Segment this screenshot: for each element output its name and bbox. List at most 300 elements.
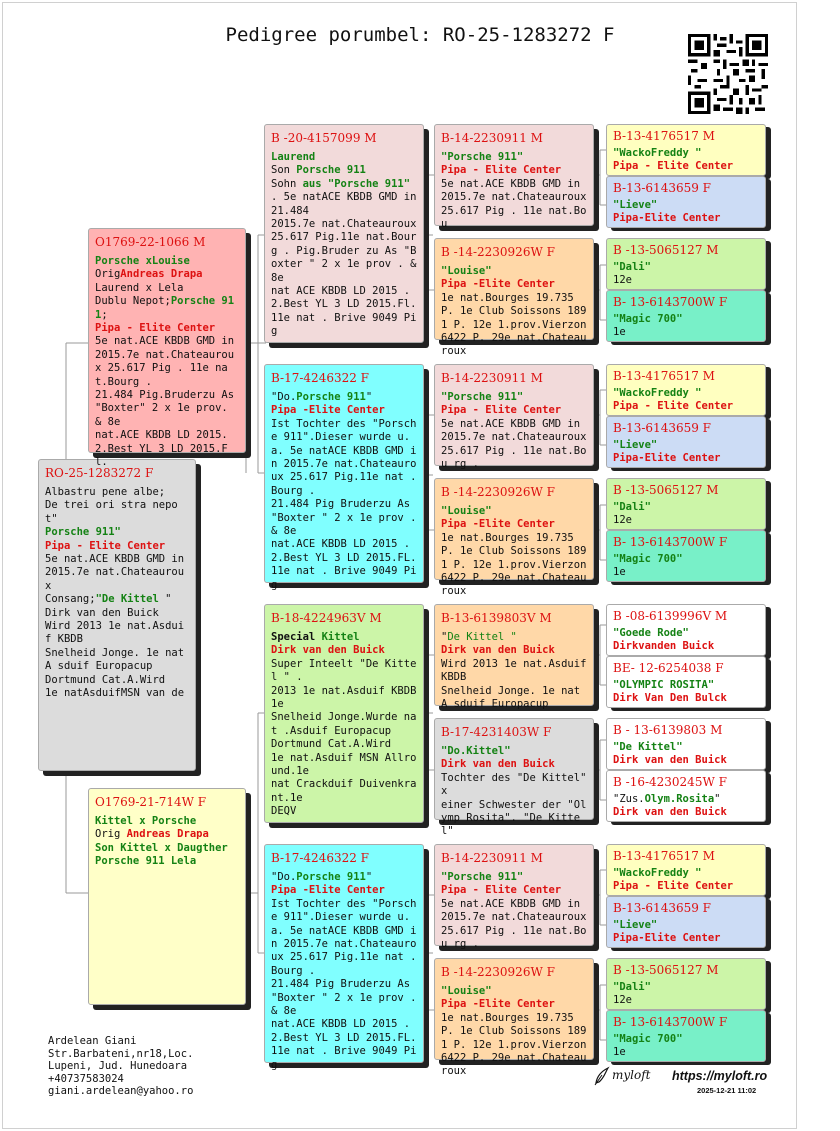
card-line: [271, 805, 418, 818]
card-line: [613, 1046, 760, 1059]
card-line: [45, 499, 190, 526]
ring-number: B-13-4176517 M: [613, 369, 715, 383]
pigeon-card-dds[interactable]: [434, 844, 594, 951]
card-line: [441, 518, 588, 531]
card-line: [441, 151, 588, 164]
ring-number: O1769-22-1066 M: [95, 235, 206, 249]
card-line: [441, 265, 588, 278]
card-line: [613, 692, 760, 705]
card-text: Sohn: [271, 177, 303, 190]
card-line: [613, 501, 760, 514]
card-text: 1e nat.Bourges 19.735 P. 1e Club Soissons 1891 P. 12e 1.prov.Vierzon 6422 P. 29e nat.Chateauroux: [441, 291, 593, 358]
card-line: [613, 274, 760, 287]
card-text: Pipa-Elite Center: [613, 932, 721, 945]
card-text: "Louise": [441, 505, 492, 517]
ring-number: B-13-6143659 F: [613, 181, 712, 195]
card-line: [613, 741, 760, 754]
card-text: Wird 2013 1e nat.Asduif KBDB: [45, 620, 185, 646]
card-line: [613, 627, 760, 640]
card-line: [271, 978, 423, 1018]
card-line: [441, 644, 588, 657]
card-text: "Porsche 911": [441, 871, 524, 883]
card-text: Laurend x Lela: [95, 281, 184, 294]
card-text: nat ACE KBDB LD 2015 .: [271, 285, 411, 298]
card-line: [613, 400, 760, 413]
card-text: aus "Porsche 911": [302, 177, 411, 190]
ring-number: B-13-6143659 F: [613, 901, 712, 915]
pigeon-card-g12[interactable]: [606, 770, 766, 822]
card-line: [271, 711, 418, 738]
ring-number: B-17-4231403W F: [441, 725, 552, 739]
card-text: ": [441, 631, 448, 643]
card-text: Dirk van den Buick: [441, 758, 555, 771]
card-text: De Kittel ": [447, 631, 517, 643]
pigeon-card-g3[interactable]: [606, 238, 766, 290]
card-line: [271, 177, 423, 218]
print-date: 2025-12-21 11:02: [697, 1086, 757, 1095]
pigeon-card-g8[interactable]: [606, 530, 766, 582]
pigeon-card-g5[interactable]: [606, 364, 766, 416]
card-text: Pipa - Elite Center: [95, 322, 216, 335]
card-line: [613, 452, 760, 465]
card-line: [613, 387, 760, 400]
site-url[interactable]: https://myloft.ro: [672, 1069, 768, 1083]
card-text: Pipa - Elite Center: [613, 400, 734, 413]
card-text: Dirk van den Buick: [613, 806, 727, 819]
card-line: [441, 278, 588, 291]
card-line: [45, 674, 190, 687]
card-text: 1e nat.Asduif MSN Allround.1e: [271, 751, 417, 778]
card-text: 2.Best YL 3 LD 2015.Fl. 11e nat . Brive 9049 Pig: [271, 298, 423, 338]
pigeon-card-g2[interactable]: [606, 176, 766, 228]
card-line: [613, 326, 760, 339]
card-line: [45, 607, 190, 620]
card-line: [45, 526, 190, 539]
pigeon-card-g7[interactable]: [606, 478, 766, 530]
card-line: [271, 884, 418, 897]
card-text: "De Kittel: [95, 593, 166, 606]
ring-number: B-14-2230911 M: [441, 371, 543, 385]
card-text: ": [365, 871, 373, 883]
card-text: Pipa-Elite Center: [613, 212, 721, 225]
card-line: [613, 880, 760, 893]
card-text: "Do.Kittel": [441, 745, 511, 757]
card-line: [95, 815, 240, 828]
card-text: 2.Best YL 3 LD 2015.Fl.: [95, 442, 228, 469]
card-line: [441, 404, 588, 417]
ring-number: B -14-2230926W F: [441, 485, 555, 499]
card-line: [45, 687, 190, 700]
card-text: 5e nat.ACE KBDB GMD in 2015.7e nat.Chateauroux 25.617 Pig . 11e nat.Bou rg .: [441, 897, 593, 951]
card-line: [441, 391, 588, 404]
ring-number: B- 13-6143700W F: [613, 295, 728, 309]
card-text: Dirkvanden Buick: [613, 640, 715, 653]
card-line: [45, 647, 190, 674]
card-text: Dirk van den Buick: [441, 644, 555, 657]
card-line: [271, 164, 418, 177]
ring-number: B-18-4224963V M: [271, 611, 382, 625]
card-line: [613, 919, 760, 932]
card-text: 5e nat.ACE KBDB GMD in 2015.7e nat.Chateauroux 25.617 Pig . 11e nat.Bou: [441, 177, 593, 231]
ring-number: B-13-4176517 M: [613, 129, 715, 143]
card-line: [613, 679, 760, 692]
card-text: "Magic 700": [613, 1033, 683, 1045]
card-text: Son Kittel x Daugther: [95, 841, 228, 854]
card-text: Ist Tochter des "Porsche 911".Dieser wurde u.a. 5e natACE KBDB GMD in 2015.7e nat.Chateauroux 25.617 Pig.11e nat . Bourg .: [271, 417, 423, 497]
card-text: Dortmund Cat.A.Wird: [45, 673, 166, 686]
card-text: DEQV: [271, 805, 297, 818]
card-text: Porsche 911 Lela: [95, 855, 197, 868]
card-text: Andreas Drapa: [120, 268, 203, 281]
ring-number: B-14-2230911 M: [441, 131, 543, 145]
card-text: Porsche 911: [95, 295, 235, 321]
card-text: 2013 1e nat.Asduif KBDB 1e: [271, 684, 423, 711]
pigeon-card-g13[interactable]: [606, 844, 766, 896]
card-text: 21.484 Pig Bruderzu As "Boxter " 2 x 1e prov . & 8e: [271, 978, 423, 1018]
pigeon-card-sd[interactable]: [264, 364, 424, 591]
card-text: Pipa -Elite Center: [271, 404, 385, 417]
ring-number: B -13-5065127 M: [613, 963, 719, 977]
card-line: [271, 897, 423, 978]
card-text: Pipa -Elite Center: [441, 278, 555, 291]
card-text: Snelheid Jonge.Wurde nat .Asduif Europacup: [271, 711, 417, 737]
ring-number: B -14-2230926W F: [441, 965, 555, 979]
card-line: [271, 738, 418, 751]
card-line: [441, 531, 593, 599]
card-text: Pipa-Elite Center: [613, 452, 721, 465]
card-line: [95, 335, 240, 389]
ring-number: B-13-6139803V M: [441, 611, 552, 625]
card-text: Consang;: [45, 593, 96, 606]
card-text: Andreas Drapa: [126, 828, 209, 841]
card-line: [271, 752, 418, 779]
card-line: [45, 486, 190, 499]
card-text: ": [365, 391, 373, 403]
card-line: [441, 505, 588, 518]
card-line: [613, 212, 760, 225]
ring-number: B-17-4246322 F: [271, 371, 370, 385]
card-line: [45, 553, 190, 593]
card-text: "Dali": [613, 261, 651, 273]
card-text: Pipa -Elite Center: [271, 884, 385, 897]
ring-number: B-13-6143659 F: [613, 421, 712, 435]
card-line: [95, 842, 240, 855]
card-line: [613, 147, 760, 160]
pigeon-card-sdd[interactable]: [434, 478, 594, 598]
pigeon-card-g6[interactable]: [606, 416, 766, 468]
pigeon-card-sds[interactable]: [434, 364, 594, 471]
card-text: nat.ACE KBDB LD 2015 .: [271, 538, 411, 551]
owner-phone: +40737583024: [48, 1072, 124, 1085]
card-text: "OLYMPIC ROSITA": [613, 679, 715, 691]
card-line: [271, 778, 418, 805]
card-line: [95, 828, 240, 841]
ring-number: B- 13-6143700W F: [613, 535, 728, 549]
card-text: "Lieve": [613, 199, 658, 211]
card-text: "Louise": [441, 985, 492, 997]
card-line: [271, 417, 423, 498]
owner-contact: [48, 1035, 193, 1098]
owner-street: Str.Barbateni,nr18,Loc.: [48, 1047, 194, 1060]
card-line: [271, 658, 418, 685]
card-line: [441, 884, 588, 897]
pigeon-card-g16[interactable]: [606, 1010, 766, 1062]
card-line: [95, 282, 240, 295]
card-text: "WackoFreddy ": [613, 147, 702, 159]
card-text: "WackoFreddy ": [613, 387, 702, 399]
card-line: [613, 313, 760, 326]
pigeon-card-ds[interactable]: [264, 604, 424, 823]
card-text: De trei ori stra nepot": [45, 499, 178, 525]
ring-number: O1769-21-714W F: [95, 795, 207, 809]
card-line: [613, 754, 760, 767]
card-line: [271, 285, 418, 298]
card-line: [613, 932, 760, 945]
card-line: [271, 151, 418, 164]
card-text: Son: [271, 164, 297, 177]
card-text: 12e: [613, 274, 632, 287]
card-text: 12e: [613, 994, 632, 1007]
ring-number: B-17-4246322 F: [271, 851, 370, 865]
card-text: 1e: [613, 566, 626, 579]
card-line: [613, 1033, 760, 1046]
pigeon-card-sire[interactable]: [88, 228, 246, 469]
card-line: [441, 871, 588, 884]
card-text: Tochter des "De Kittel" x: [441, 771, 593, 798]
owner-email: giani.ardelean@yahoo.ro: [48, 1085, 194, 1097]
ring-number: BE- 12-6254038 F: [613, 661, 724, 675]
pigeon-card-g10[interactable]: [606, 656, 766, 708]
card-line: [271, 404, 418, 417]
card-text: Porsche 911: [296, 164, 366, 177]
card-line: [441, 417, 593, 472]
card-text: 5e nat.ACE KBDB GMD in 2015.7e nat.Chateauroux 25.617 Pig . 11e nat.Bourg .: [95, 335, 241, 388]
card-line: [613, 439, 760, 452]
card-text: 1e natAsduifMSN van de: [45, 687, 185, 700]
card-line: [441, 1011, 593, 1079]
card-text: Dirk van den Buick: [271, 644, 385, 657]
card-line: [271, 631, 418, 644]
ring-number: B -16-4230245W F: [613, 775, 727, 789]
pigeon-card-dss[interactable]: [434, 604, 594, 711]
card-line: [271, 644, 418, 657]
card-text: "Do.: [271, 391, 297, 403]
pigeon-card-sss[interactable]: [434, 124, 594, 231]
card-text: nat.ACE KBDB LD 2015.: [95, 429, 228, 442]
card-text: Pipa -Elite Center: [441, 998, 555, 1011]
card-text: nat.ACE KBDB LD 2015 .: [271, 1018, 411, 1031]
card-text: "Magic 700": [613, 313, 683, 325]
card-text: "Magic 700": [613, 553, 683, 565]
card-line: [441, 177, 593, 232]
card-text: Albastru pene albe;: [45, 486, 166, 498]
card-text: Porsche 911: [296, 871, 366, 883]
card-line: [95, 268, 240, 281]
card-text: "WackoFreddy ": [613, 867, 702, 879]
card-line: [441, 771, 593, 799]
card-text: 21.484 Pig Bruderzu As "Boxter " 2 x 1e prov . & 8e: [271, 498, 423, 538]
pigeon-card-subject[interactable]: [38, 459, 196, 771]
card-text: Pipa - Elite Center: [45, 539, 166, 552]
card-text: Pipa - Elite Center: [441, 164, 562, 177]
card-line: [441, 799, 588, 839]
card-text: Dirk van den Buick: [613, 754, 727, 767]
card-line: [441, 631, 588, 644]
card-text: ": [165, 593, 172, 606]
pigeon-card-g9[interactable]: [606, 604, 766, 656]
ring-number: B-14-2230911 M: [441, 851, 543, 865]
card-text: "Porsche 911": [441, 151, 524, 163]
ring-number: B-13-4176517 M: [613, 849, 715, 863]
ring-number: B- 13-6143700W F: [613, 1015, 728, 1029]
pigeon-card-g1[interactable]: [606, 124, 766, 176]
ring-number: RO-25-1283272 F: [45, 466, 154, 480]
ring-number: B -13-5065127 M: [613, 483, 719, 497]
card-line: [613, 640, 760, 653]
card-text: 12e: [613, 514, 632, 527]
card-line: [95, 443, 240, 470]
card-text: Super Inteelt "De Kittel " .: [271, 657, 417, 684]
card-line: [271, 538, 418, 551]
card-text: Snelheid Jonge. 1e nat A sduif Europacup: [441, 684, 587, 711]
ring-number: B -14-2230926W F: [441, 245, 555, 259]
card-line: [441, 164, 588, 177]
card-text: Kittel x Porsche: [95, 815, 197, 827]
card-text: 1e nat.Bourges 19.735 P. 1e Club Soissons 1891 P. 12e 1.prov.Vierzon 6422 P. 29e nat.Chateauroux: [441, 531, 593, 598]
card-text: "Dali": [613, 501, 651, 513]
ring-number: B -20-4157099 M: [271, 131, 377, 145]
card-text: Dublu Nepot;: [95, 295, 171, 308]
card-text: 1e: [613, 326, 626, 339]
card-line: [45, 540, 190, 553]
card-line: [95, 255, 240, 268]
card-line: [95, 429, 240, 442]
card-line: [613, 793, 760, 806]
card-text: ": [714, 793, 721, 805]
pigeon-card-g15[interactable]: [606, 958, 766, 1010]
card-text: "Goede Rode": [613, 627, 689, 639]
card-text: Porsche 911": [45, 526, 121, 539]
pigeon-card-dd[interactable]: [264, 844, 424, 1071]
pigeon-card-dam[interactable]: [88, 788, 246, 1005]
card-line: [441, 985, 588, 998]
card-text: "Do.: [271, 871, 297, 883]
card-text: "Dali": [613, 981, 651, 993]
pigeon-card-g14[interactable]: [606, 896, 766, 948]
pigeon-card-g11[interactable]: [606, 718, 766, 770]
card-text: 5e nat.ACE KBDB GMD in 2015.7e nat.Chateauroux 25.617 Pig . 11e nat.Bou rg .: [441, 417, 593, 471]
card-text: 1e: [613, 1046, 626, 1059]
pigeon-card-ss[interactable]: [264, 124, 424, 343]
owner-city: Lupeni, Jud. Hunedoara: [48, 1060, 188, 1072]
card-line: [441, 897, 593, 952]
card-text: 21.484 Pig.Bruderzu As "Boxter" 2 x 1e prov. & 8e: [95, 389, 241, 428]
card-line: [441, 291, 593, 359]
card-text: Orig: [95, 268, 121, 281]
card-text: 1e nat.Bourges 19.735 P. 1e Club Soissons 1891 P. 12e 1.prov.Vierzon 6422 P. 29e nat.Chateauroux: [441, 1011, 593, 1078]
card-line: [613, 981, 760, 994]
card-text: Dortmund Cat.A.Wird: [271, 738, 392, 751]
card-text: Pipa - Elite Center: [441, 884, 562, 897]
card-line: [95, 295, 240, 322]
card-line: [95, 855, 240, 868]
card-text: 5e nat.ACE KBDB GMD in 2015.7e nat.Chateauroux: [45, 553, 191, 592]
card-line: [441, 685, 588, 712]
card-line: [613, 553, 760, 566]
card-line: [45, 620, 190, 647]
card-line: [441, 745, 588, 758]
card-text: Kittel: [321, 631, 360, 643]
pigeon-card-g4[interactable]: [606, 290, 766, 342]
card-line: [613, 160, 760, 173]
card-text: 2.Best YL 3 LD 2015.FL. 11e nat . Brive 9049 Pig: [271, 551, 423, 591]
card-line: [613, 566, 760, 579]
card-line: [613, 867, 760, 880]
card-text: "Porsche 911": [441, 391, 524, 403]
card-line: [271, 1018, 418, 1031]
ring-number: B -08-6139996V M: [613, 609, 728, 623]
card-line: [95, 322, 240, 335]
pigeon-card-ssd[interactable]: [434, 238, 594, 358]
owner-name: Ardelean Giani: [48, 1035, 137, 1047]
card-text: "Lieve": [613, 919, 658, 931]
ring-number: B -13-5065127 M: [613, 243, 719, 257]
card-line: [613, 994, 760, 1007]
card-text: nat Crackduif Duivenkrant.1e: [271, 778, 417, 804]
card-text: Porsche xLouise: [95, 255, 190, 267]
card-text: Laurend: [271, 151, 316, 163]
card-text: Special: [271, 631, 322, 643]
card-text: Pipa - Elite Center: [441, 404, 562, 417]
pigeon-card-ddd[interactable]: [434, 958, 594, 1078]
card-line: [271, 498, 423, 538]
card-line: [271, 684, 423, 712]
card-line: [45, 593, 190, 606]
card-text: Wird 2013 1e nat.Asduif KBDB: [441, 657, 593, 684]
card-line: [271, 298, 423, 338]
page-title: Pedigree porumbel: RO-25-1283272 F: [225, 24, 615, 46]
card-text: Pipa - Elite Center: [613, 880, 734, 893]
card-line: [441, 998, 588, 1011]
card-text: "Lieve": [613, 439, 658, 451]
pigeon-card-dsd[interactable]: [434, 718, 594, 838]
card-text: einer Schwester der "Olymp Rosita". "De Kittel": [441, 798, 587, 838]
ring-number: B - 13-6139803 M: [613, 723, 723, 737]
card-text: Snelheid Jonge. 1e nat A sduif Europacup: [45, 646, 191, 673]
myloft-logo-icon: [593, 1066, 611, 1086]
card-text: "Zus.: [613, 793, 645, 805]
card-text: Ist Tochter des "Porsche 911".Dieser wurde u.a. 5e natACE KBDB GMD in 2015.7e nat.Chateauroux 25.617 Pig.11e nat . Bourg .: [271, 897, 423, 977]
card-text: Pipa - Elite Center: [613, 160, 734, 173]
card-line: [271, 218, 423, 285]
card-line: [613, 261, 760, 274]
card-text: Dirk van den Buick: [45, 606, 159, 619]
card-line: [271, 391, 418, 404]
card-line: [613, 806, 760, 819]
card-text: . 5e natACE KBDB GMD in 21.484: [271, 177, 423, 217]
card-text: Dirk Van Den Bulck: [613, 692, 727, 705]
myloft-logo: myloft: [612, 1068, 651, 1082]
card-line: [613, 199, 760, 212]
card-line: [441, 657, 593, 685]
card-line: [95, 389, 240, 429]
card-line: [613, 514, 760, 527]
card-text: 2.Best YL 3 LD 2015.FL. 11e nat . Brive 9049 Pig: [271, 1031, 423, 1071]
card-line: [271, 551, 423, 592]
card-line: [441, 758, 588, 771]
card-text: Olym.Rosita: [644, 793, 715, 805]
card-text: Orig: [95, 828, 127, 841]
